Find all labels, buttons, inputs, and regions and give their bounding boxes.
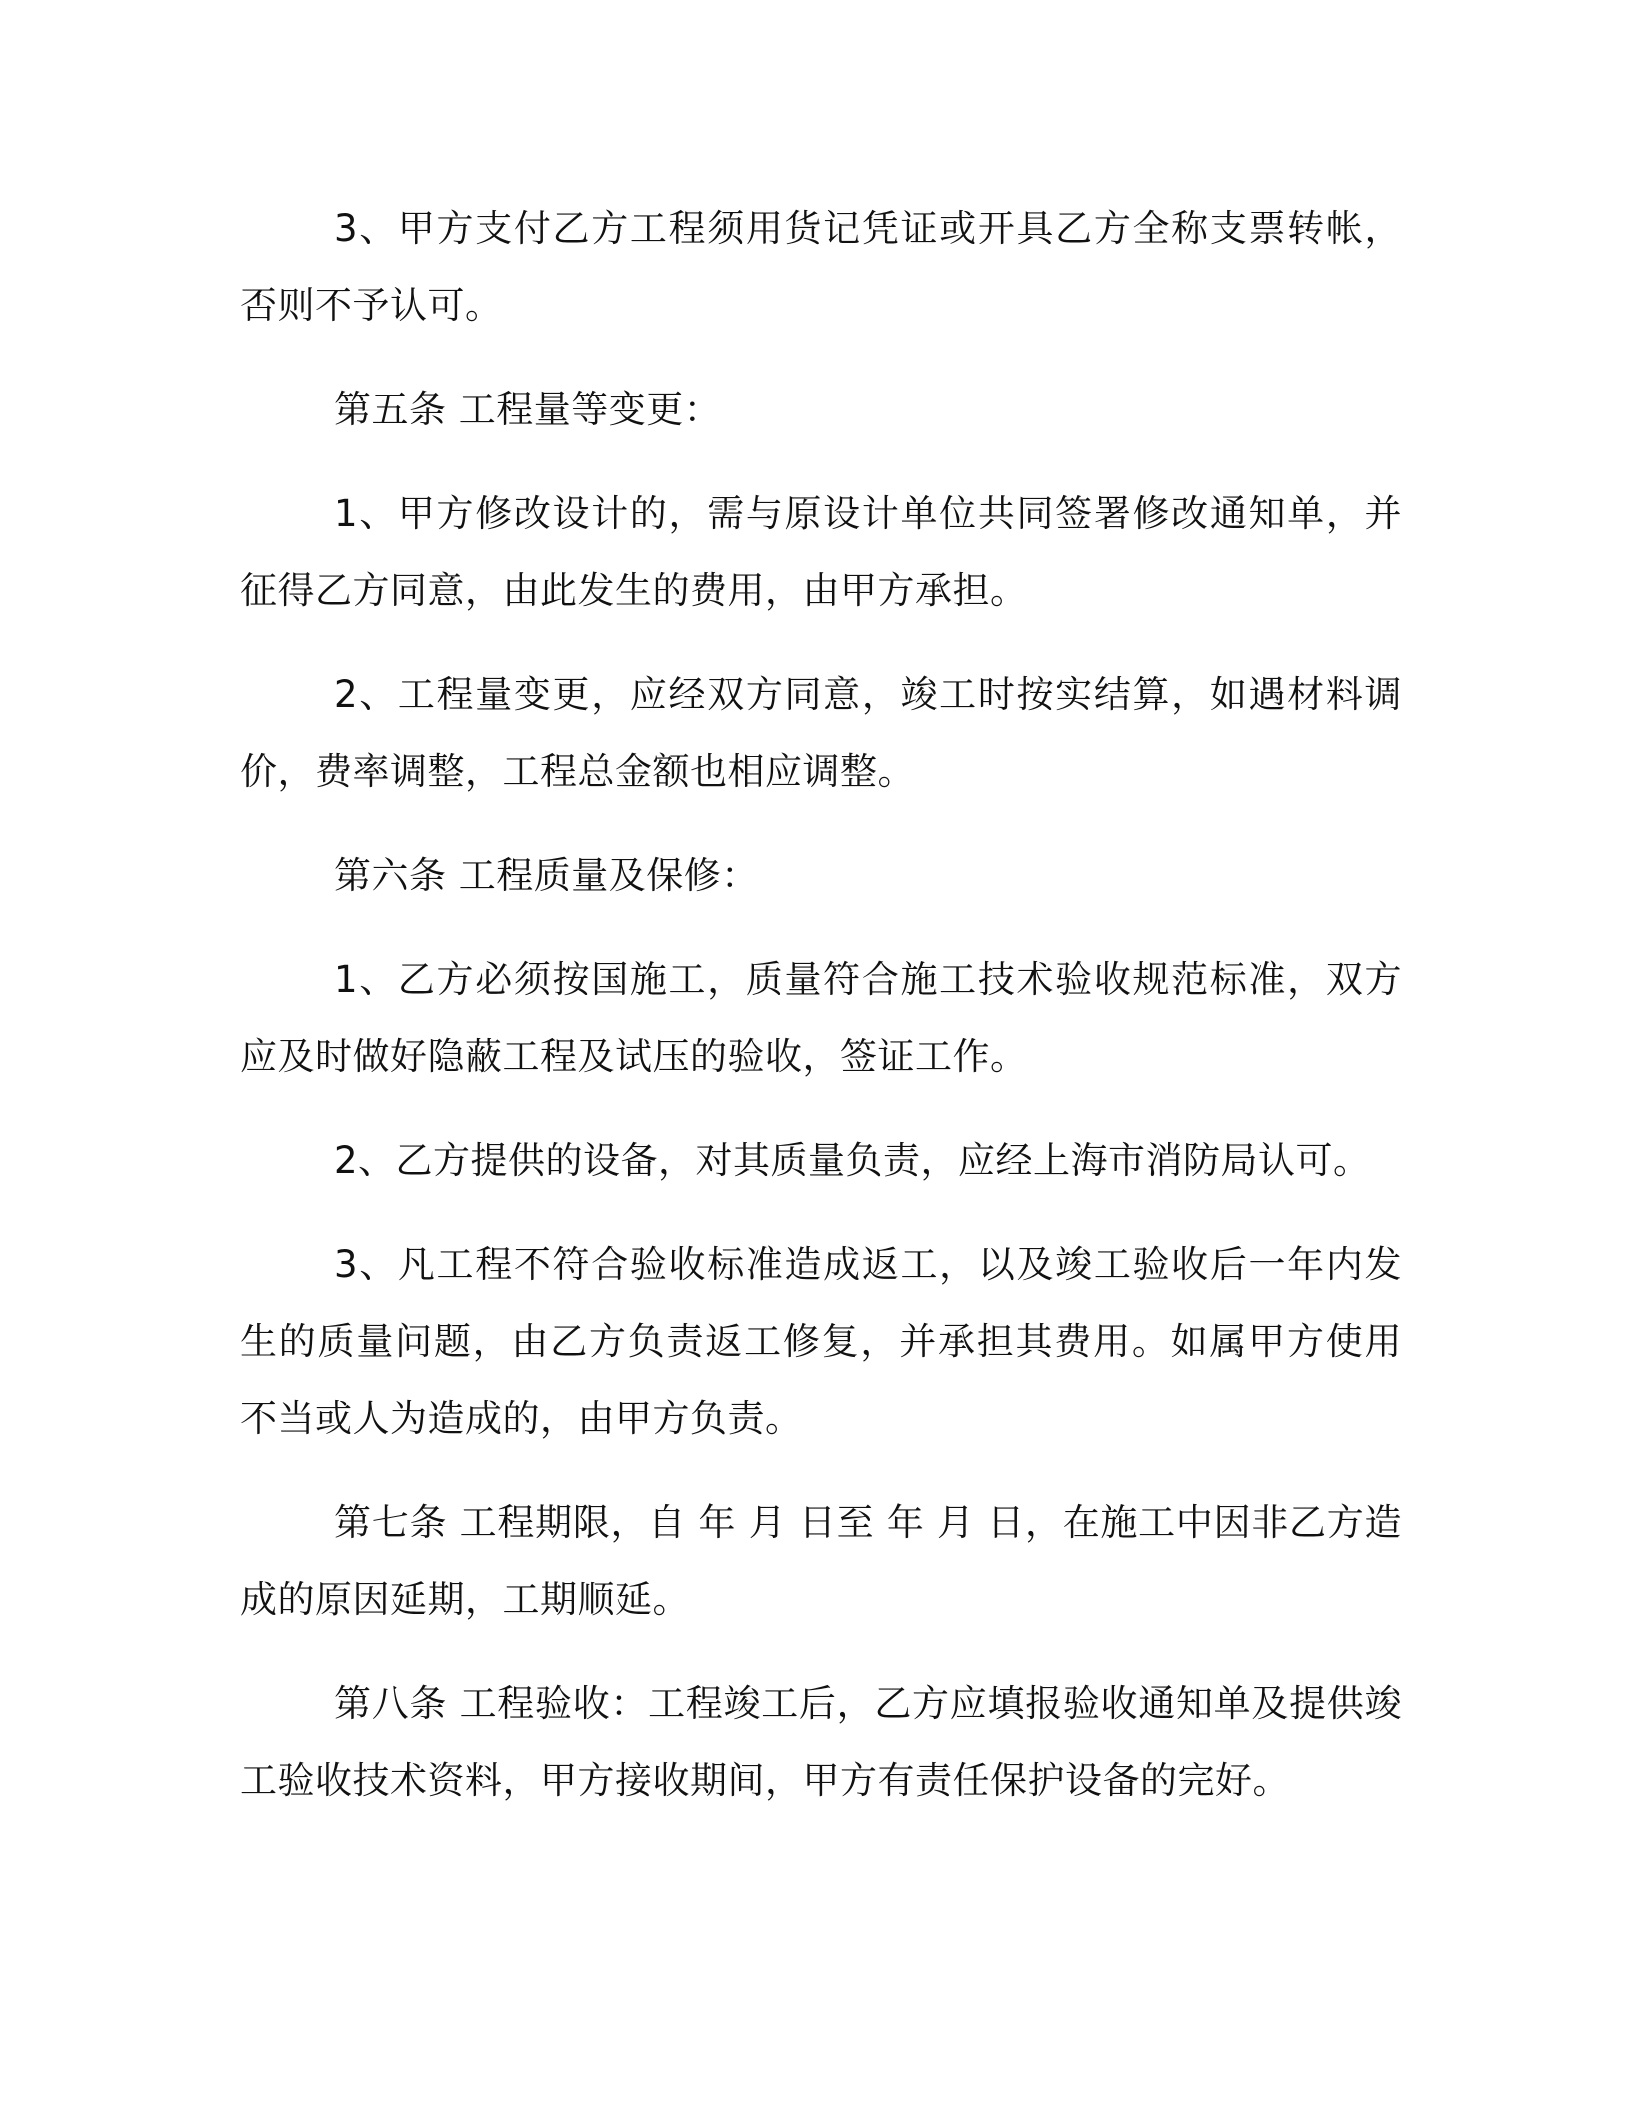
- paragraph-article-7: 第七条 工程期限，自 年 月 日至 年 月 日，在施工中因非乙方造成的原因延期，工期顺延。: [240, 1501, 1402, 1621]
- paragraph-article-8: 第八条 工程验收：工程竣工后，乙方应填报验收通知单及提供竣工验收技术资料，甲方接收期间，甲方有责任保护设备的完好。: [240, 1682, 1402, 1802]
- paragraph-article-6-clause-3: 3、凡工程不符合验收标准造成返工，以及竣工验收后一年内发生的质量问题，由乙方负责返工修复，并承担其费用。如属甲方使用不当或人为造成的，由甲方负责。: [240, 1243, 1402, 1440]
- paragraph-article-6-clause-2: 2、乙方提供的设备，对其质量负责，应经上海市消防局认可。: [334, 1139, 1371, 1182]
- heading-article-6: 第六条 工程质量及保修：: [334, 854, 759, 897]
- heading-article-5: 第五条 工程量等变更：: [334, 388, 722, 431]
- paragraph-article-5-clause-2: 2、工程量变更，应经双方同意，竣工时按实结算，如遇材料调价，费率调整，工程总金额也相应调整。: [240, 673, 1402, 793]
- paragraph-article-5-clause-1: 1、甲方修改设计的，需与原设计单位共同签署修改通知单，并征得乙方同意，由此发生的费用，由甲方承担。: [240, 492, 1402, 612]
- paragraph-payment-clause-3: 3、甲方支付乙方工程须用货记凭证或开具乙方全称支票转帐，否则不予认可。: [240, 207, 1402, 327]
- paragraph-article-6-clause-1: 1、乙方必须按国施工，质量符合施工技术验收规范标准，双方应及时做好隐蔽工程及试压的验收，签证工作。: [240, 958, 1402, 1078]
